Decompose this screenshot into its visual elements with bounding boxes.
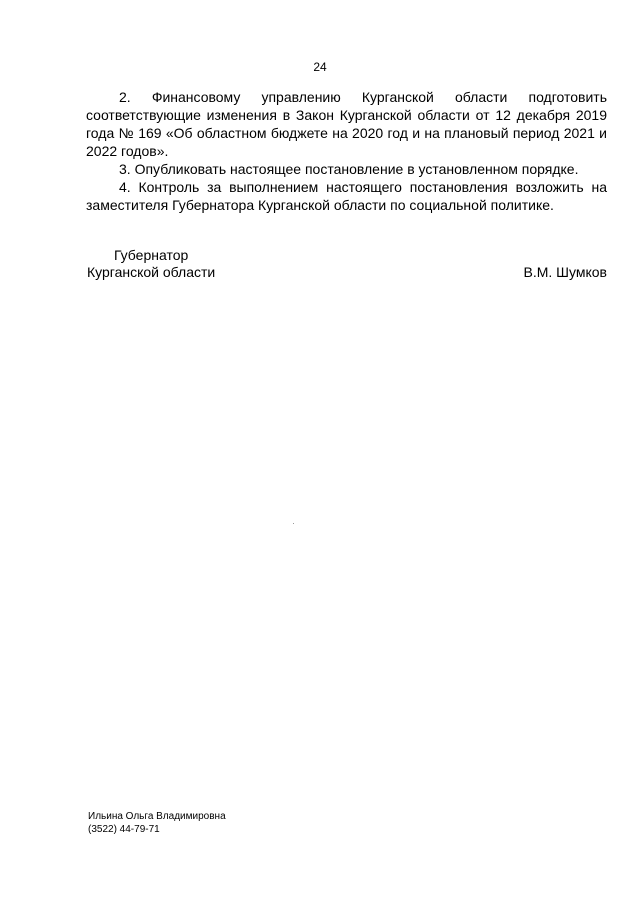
paragraph-4	[86, 178, 607, 214]
executor-name: Ильина Ольга Владимировна	[88, 811, 226, 822]
scan-speck	[293, 523, 294, 524]
paragraph-text: Контроль за выполнением настоящего постановления возложить на заместителя Губернатора Курганской области по социальной политике.	[86, 179, 607, 213]
paragraph-3	[86, 160, 607, 178]
document-body	[86, 88, 607, 214]
paragraph-text: Финансовому управлению Курганской области подготовить соответствующие изменения в Закон Курганской области от 12 декабря 2019 года № 169 «Об областном бюджете на 2020 год и на плановый период 2021 и 2022 годов».	[86, 89, 608, 159]
paragraph-2	[86, 88, 607, 160]
paragraph-number: 3.	[119, 161, 131, 177]
paragraph-text: Опубликовать настоящее постановление в установленном порядке.	[134, 161, 579, 177]
executor-info	[88, 810, 226, 836]
signatory-region: Курганской области	[87, 264, 216, 280]
page-number: 24	[313, 60, 327, 74]
paragraph-number: 2.	[119, 89, 131, 105]
signatory-title: Губернатор	[114, 247, 189, 263]
paragraph-number: 4.	[119, 179, 131, 195]
executor-phone: (3522) 44-79-71	[88, 824, 160, 835]
signatory-name: В.М. Шумков	[523, 264, 607, 280]
